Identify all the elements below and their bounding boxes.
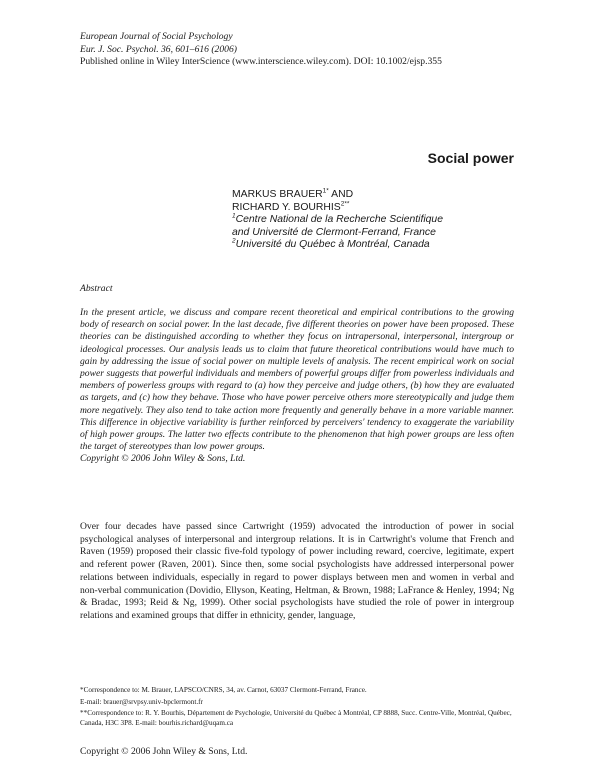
page-copyright: Copyright © 2006 John Wiley & Sons, Ltd.	[80, 746, 248, 757]
author-bourhis: RICHARD Y. BOURHIS	[232, 201, 341, 213]
author-and: AND	[331, 189, 354, 200]
affiliation-1-line-1: Centre National de la Recherche Scientifique	[235, 214, 443, 226]
abstract-heading: Abstract	[80, 283, 113, 294]
author-bourhis-marks: 2**	[340, 200, 350, 208]
journal-citation: Eur. J. Soc. Psychol. 36, 601–616 (2006)	[80, 43, 237, 55]
abstract-copyright: Copyright © 2006 John Wiley & Sons, Ltd.	[80, 453, 246, 465]
abstract	[80, 307, 514, 466]
journal-header	[80, 31, 442, 69]
author-line-1	[232, 189, 443, 202]
author-block	[232, 189, 443, 252]
abstract-text: In the present article, we discuss and compare recent theoretical and empirical contributions to the growing body of research on social power. In the last decade, five different theories on power have been proposed. These theories can be distinguished according to whether they focus on intrapersonal, interpersonal, intergroup or ideological processes. Our analysis leads us to claim that future theoretical contributions would have much to gain by addressing the issue of social power on multiple levels of analysis. The recent empirical work on social power suggests that powerful individuals and members of powerful groups differ from powerless individuals and members of powerless groups with regard to (a) how they perceive and judge others, (b) how they are evaluated as targets, and (c) how they behave. Those who have power perceive others more stereotypically and judge them more negatively. They also tend to take action more frequently and generally behave in a more variable manner. This difference in objective variability is further reinforced by perceivers' tendency to exaggerate the variability of high power groups. The latter two effects contribute to the phenomenon that high power groups are less often the target of stereotypes than low power groups.	[80, 307, 514, 453]
author-line-2	[232, 202, 443, 215]
affiliation-1-line-2: and Université de Clermont-Ferrand, France	[232, 226, 436, 238]
article-title: Social power	[427, 150, 514, 166]
footnote-1-email: E-mail: brauer@srvpsy.univ-bpclermont.fr	[80, 697, 203, 706]
body-paragraph: Over four decades have passed since Cartwright (1959) advocated the introduction of power in social psychological analyses of interpersonal and intergroup relations. It is in Cartwright's volume that French and Raven (1959) proposed their classic five-fold typology of power including reward, coercive, legitimate, expert and referent power (Raven, 2001). Since then, some social psychologists have addressed interpersonal power relations between individuals, especially in regard to power displays between men and women in verbal and non-verbal communication (Dovidio, Ellyson, Keating, Heltman, & Brown, 1988; LaFrance & Henley, 1994; Ng & Bradac, 1993; Reid & Ng, 1999). Other social psychologists have studied the role of power in intergroup relations and examined groups that differ in ethnicity, gender, language,	[80, 521, 514, 621]
affiliation-2-line-1: Université du Québec à Montréal, Canada	[235, 239, 430, 251]
affiliation-2-mark: 2	[232, 237, 236, 245]
footnote-1: *Correspondence to: M. Brauer, LAPSCO/CNRS, 34, av. Carnot, 63037 Clermont-Ferrand, France.	[80, 686, 367, 694]
affiliation-1	[232, 214, 443, 227]
journal-name: European Journal of Social Psychology	[80, 31, 233, 42]
footnotes	[80, 686, 514, 730]
published-online-line: Published online in Wiley InterScience (www.interscience.wiley.com). DOI: 10.1002/ejsp.355	[80, 56, 442, 68]
footnote-2: **Correspondence to: R. Y. Bourhis, Département de Psychologie, Université du Québec à Montréal, CP 8888, Succ. Centre-Ville, Montréal, Québec, Canada, H3C 3P8. E-mail: bourhis.richard@uqam.ca	[80, 709, 512, 727]
affiliation-2	[232, 239, 443, 252]
affiliation-1-mark: 1	[232, 212, 236, 220]
author-brauer: MARKUS BRAUER	[232, 189, 323, 200]
author-brauer-marks: 1*	[322, 187, 329, 195]
